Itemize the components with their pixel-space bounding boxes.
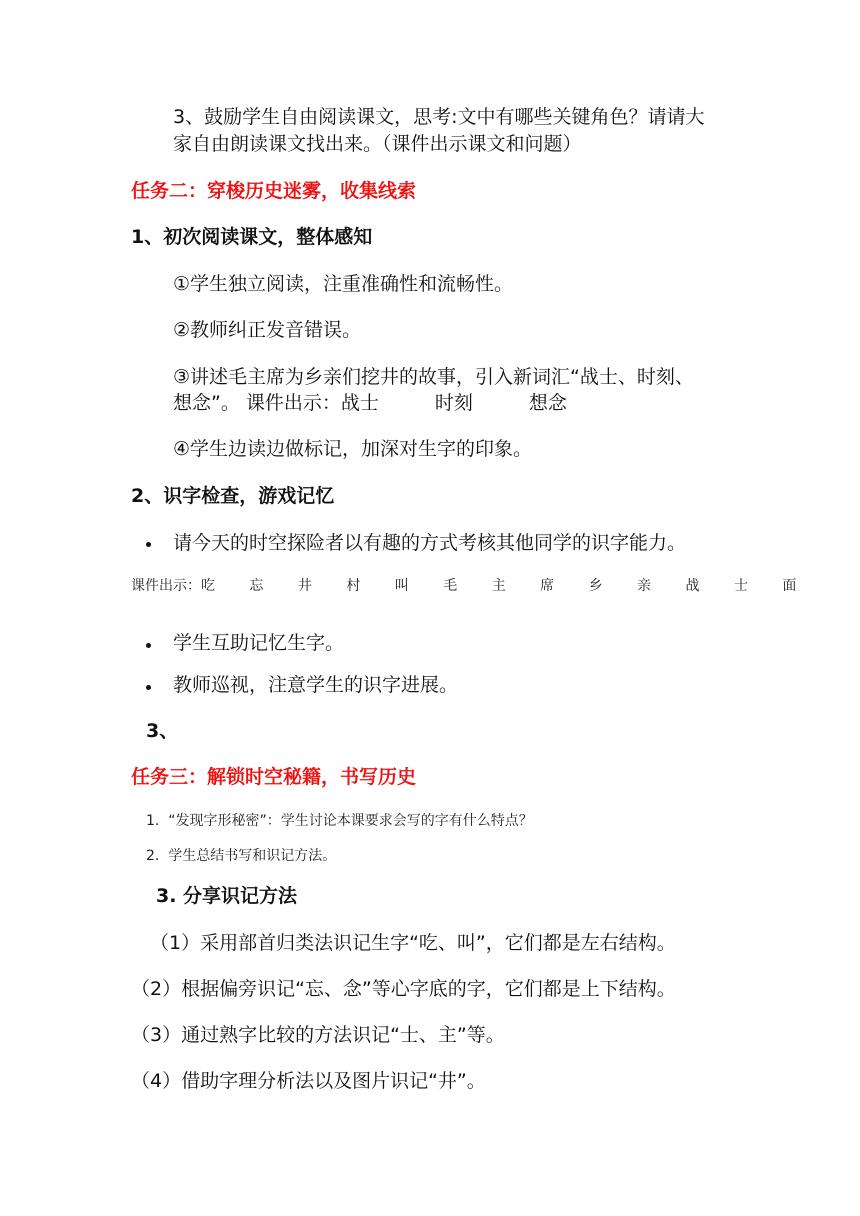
slide-word-xiangnian: 想念 — [528, 392, 567, 414]
slide-word-shike: 时刻 — [434, 392, 473, 414]
section2-heading: 2、识字检查，游戏记忆 — [131, 485, 335, 507]
list-number: 2. — [146, 848, 160, 864]
task3-heading: 任务三：解锁时空秘籍，书写历史 — [131, 766, 417, 788]
bullet-dot — [146, 685, 151, 690]
intro-line-2: 家自由朗读课文找出来。（课件出示课文和问题） — [173, 133, 582, 155]
section1-item-3-continuation — [173, 390, 567, 416]
list-text: “发现字形秘密”：学生讨论本课要求会写的字有什么特点？ — [168, 813, 533, 829]
slide-chars: 吃 忘 井 村 叫 毛 主 席 乡 亲 战 士 面 — [201, 578, 812, 594]
section3-heading: 3、 — [146, 720, 179, 742]
task3-list-item-2 — [146, 846, 336, 866]
slide-label: 课件出示： — [131, 578, 201, 594]
section1-item-1: ①学生独立阅读，注重准确性和流畅性。 — [173, 273, 514, 295]
slide-chars-line — [131, 576, 811, 596]
section1-item-4: ④学生边读边做标记，加深对生字的印象。 — [173, 438, 533, 460]
section1-heading: 1、初次阅读课文，整体感知 — [131, 226, 373, 248]
task3-item-3: 3. 分享识记方法 — [156, 885, 298, 907]
task2-heading: 任务二：穿梭历史迷雾，收集线索 — [131, 180, 417, 202]
method-1: （1）采用部首归类法识记生字“吃、叫”，它们都是左右结构。 — [150, 932, 676, 954]
bullet-dot — [146, 542, 151, 547]
item3-cont-text: 想念”。 课件出示：战士 — [173, 392, 379, 414]
method-2: （2）根据偏旁识记“忘、念”等心字底的字，它们都是上下结构。 — [131, 978, 676, 1000]
section2-bullet-2: 学生互助记忆生字。 — [173, 632, 345, 654]
section2-bullet-1: 请今天的时空探险者以有趣的方式考核其他同学的识字能力。 — [173, 532, 687, 554]
method-3: （3）通过熟字比较的方法识记“士、主”等。 — [131, 1024, 505, 1046]
bullet-dot — [146, 643, 151, 648]
section2-bullet-3: 教师巡视，注意学生的识字进展。 — [173, 674, 459, 696]
method-4: （4）借助字理分析法以及图片识记“井”。 — [131, 1070, 486, 1092]
intro-line-1: 3、鼓励学生自由阅读课文，思考:文中有哪些关键角色？请请大 — [173, 106, 705, 128]
task3-list-item-1 — [146, 811, 533, 831]
section1-item-3: ③讲述毛主席为乡亲们挖井的故事，引入新词汇“战士、时刻、 — [173, 366, 694, 388]
list-number: 1. — [146, 813, 160, 829]
section1-item-2: ②教师纠正发音错误。 — [173, 319, 362, 341]
list-text: 学生总结书写和识记方法。 — [168, 848, 337, 864]
